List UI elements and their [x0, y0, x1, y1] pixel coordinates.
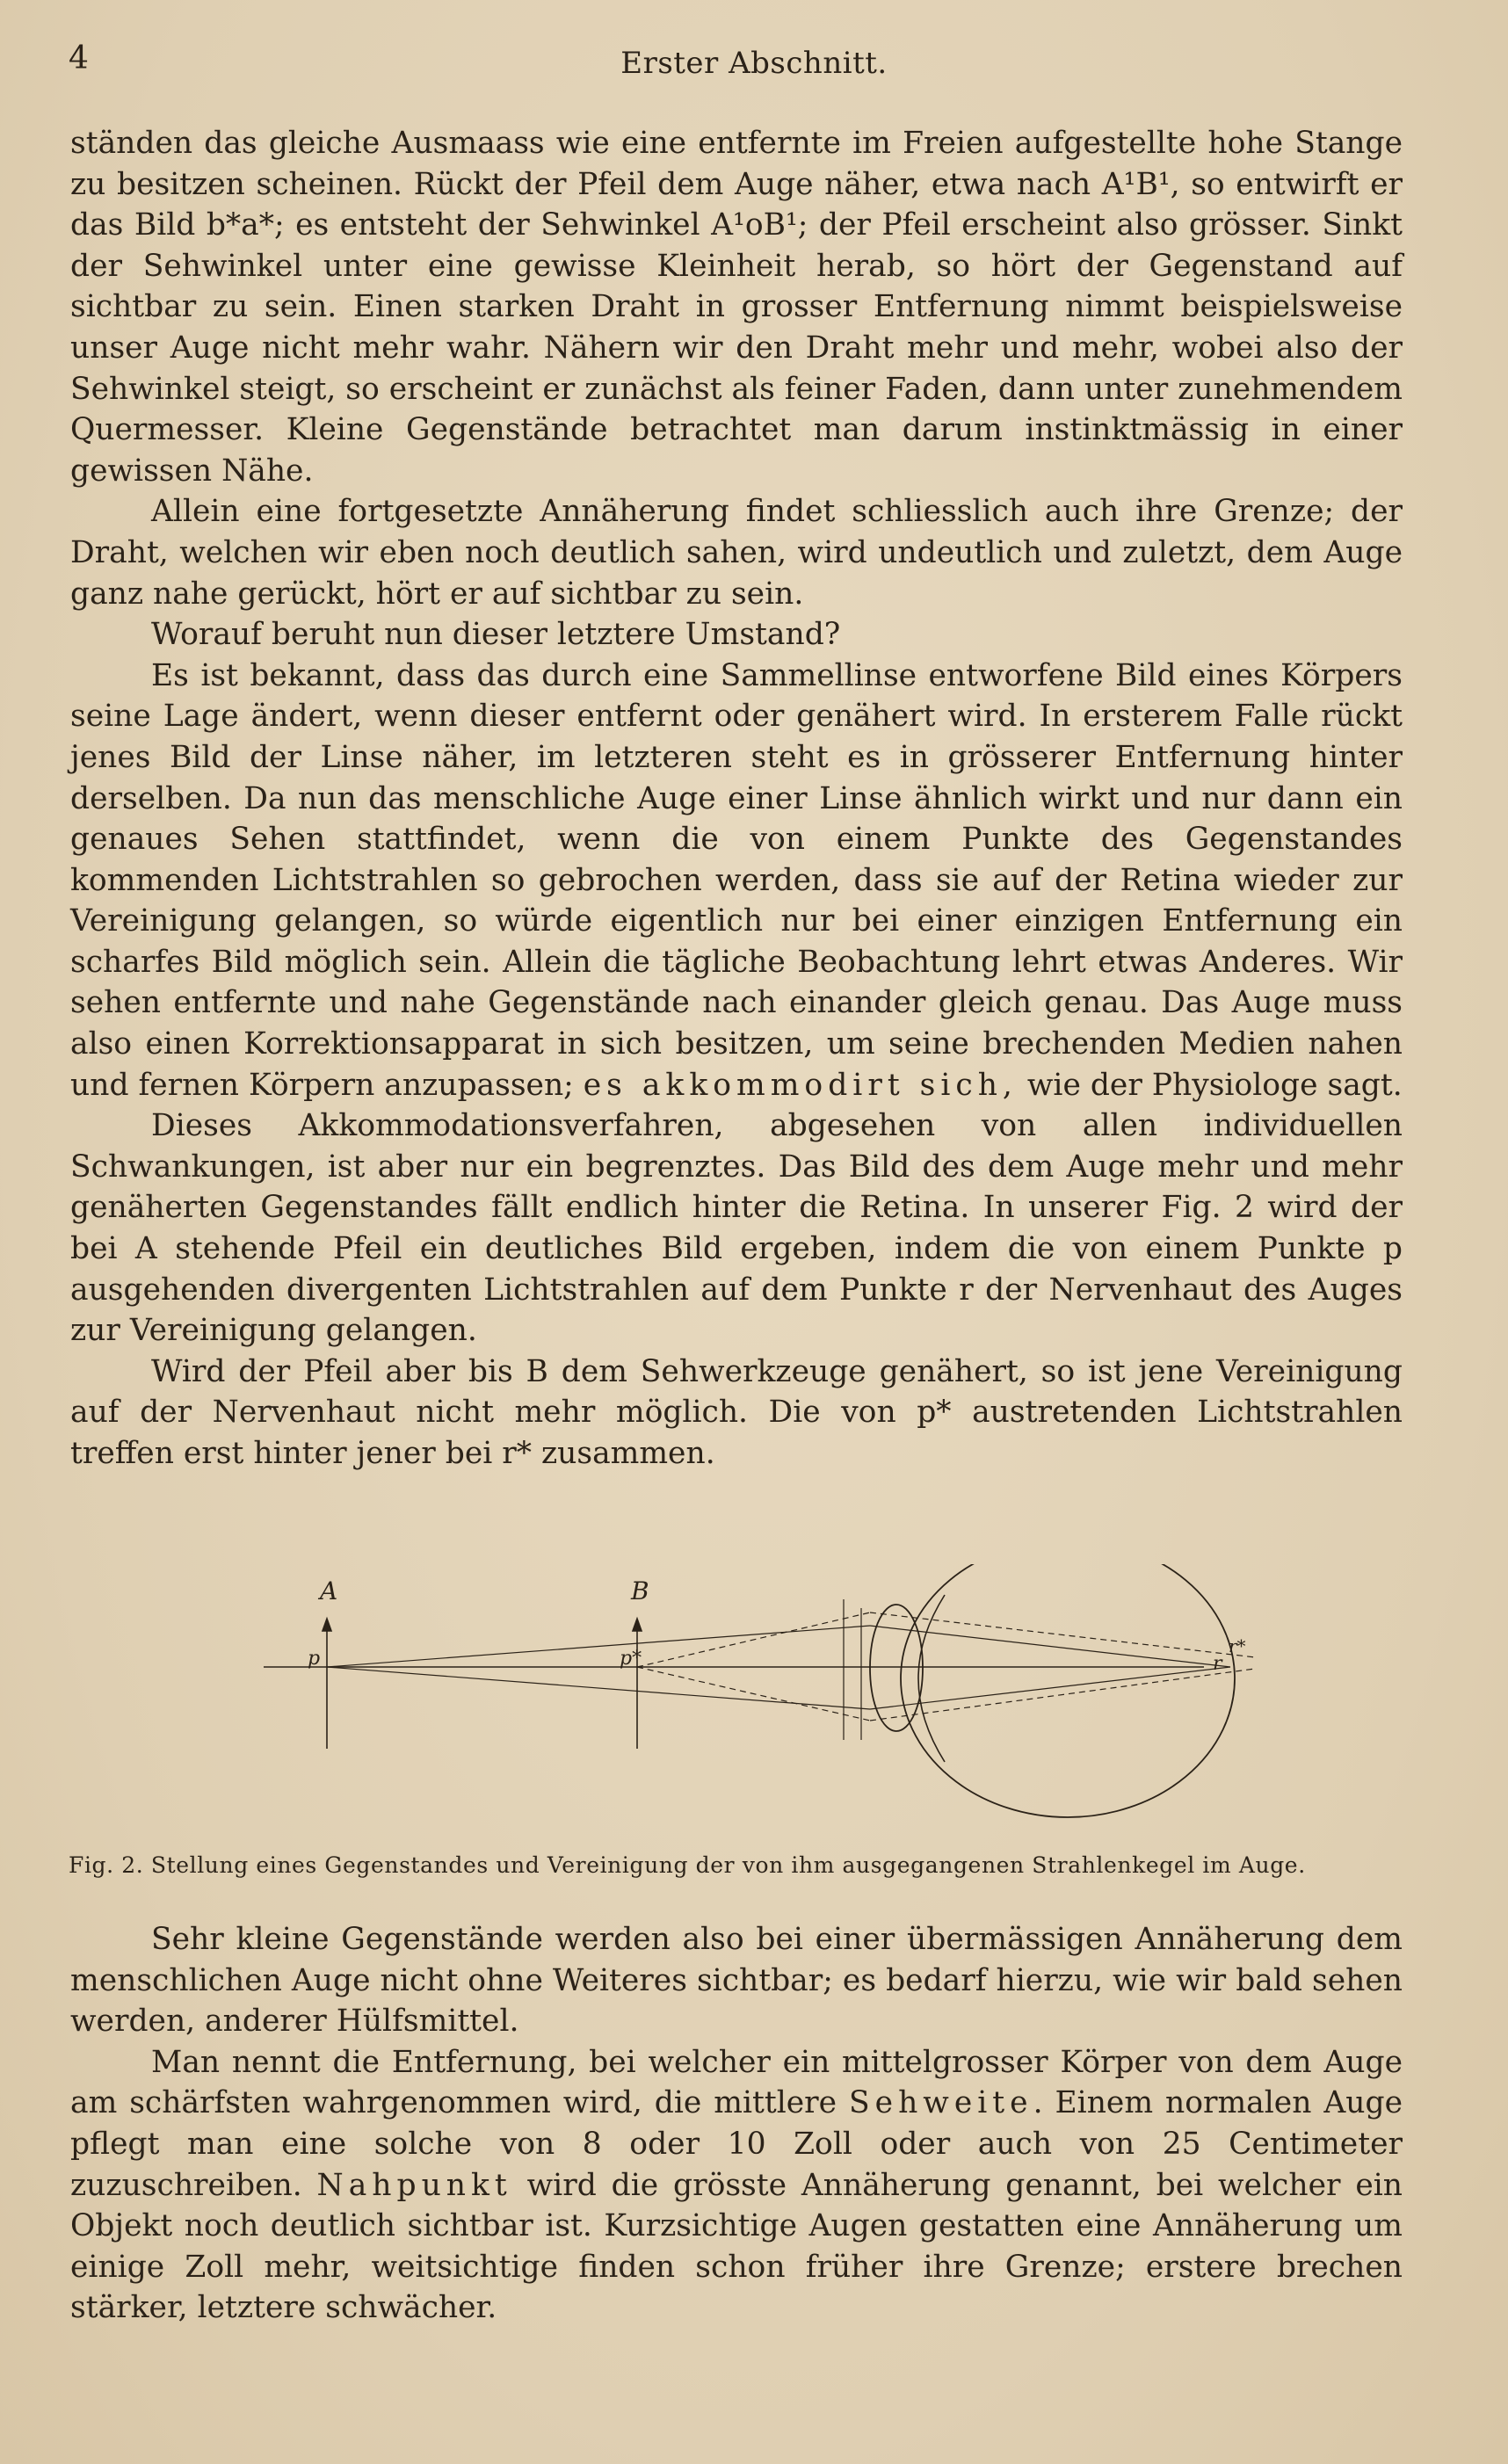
- body-text-bottom: [70, 1919, 1403, 2329]
- paragraph: [70, 2042, 1403, 2329]
- running-header: Erster Abschnitt.: [620, 46, 888, 81]
- paragraph-text: wird die grösste Annäherung genannt, bei welcher ein Objekt noch deutlich sichtbar ist. Kurzsichtige Augen gestatten eine Annäherung um einige Zoll mehr, weitsichtige finden schon früher ihre Grenze; erstere brechen stärker, letztere schwächer.: [70, 2167, 1403, 2326]
- label-p: p: [308, 1648, 321, 1670]
- page-number: 4: [69, 40, 89, 76]
- paragraph-text: Es ist bekannt, dass das durch eine Sammellinse entworfene Bild eines Körpers seine Lage ändert, wenn dieser entfernt oder genähert wird. In ersterem Falle rückt jenes Bild der Linse näher, im letzteren steht es in grösserer Entfernung hinter derselben. Da nun das menschliche Auge einer Linse ähnlich wirkt und nur dann ein genaues Sehen stattfindet, wenn die von einem Punkte des Gegenstandes kommenden Lichtstrahlen so gebrochen werden, dass sie auf der Retina wieder zur Vereinigung gelangen, so würde eigentlich nur bei einer einzigen Entfernung ein scharfes Bild möglich sein. Allein die tägliche Beobachtung lehrt etwas Anderes. Wir sehen entfernte und nahe Gegenstände nach einander gleich genau. Das Auge muss also einen Korrektionsapparat in sich besitzen, um seine brechenden Medien nahen und fernen Körpern anzupassen;: [70, 657, 1403, 1103]
- label-rstar: r*: [1229, 1635, 1246, 1656]
- eyeball-outline: [901, 1564, 1235, 1817]
- ray-to-rstar: [870, 1612, 1257, 1663]
- paragraph-text: . Einem normalen Auge pflegt man eine solche von 8 oder 10 Zoll oder auch von 25 Centimeter zuzuschreiben.: [70, 2085, 1403, 2203]
- label-r: r: [1213, 1653, 1222, 1675]
- paragraph-text: wie der Physiologe sagt.: [1026, 1067, 1403, 1103]
- paragraph-text: Man nennt die Entfernung, bei welcher ein mittelgrosser Körper von dem Auge am schärfsten wahrgenommen wird, die mittlere: [70, 2044, 1403, 2121]
- paragraph: Worauf beruht nun dieser letztere Umstand?: [151, 617, 841, 653]
- paragraph: Allein eine fortgesetzte Annäherung findet schliesslich auch ihre Grenze; der Draht, welchen wir eben noch deutlich sahen, wird undeutlich und zuletzt, dem Auge ganz nahe gerückt, hört er auf sichtbar zu sein.: [70, 494, 1403, 612]
- emphasized-term: Sehweite: [849, 2085, 1033, 2121]
- ray-from-pstar: [637, 1612, 870, 1667]
- arrow-b-head: [633, 1619, 642, 1631]
- emphasized-term: es akkommodirt sich,: [583, 1067, 1018, 1103]
- arrow-a-head: [323, 1619, 331, 1631]
- paragraph: ständen das gleiche Ausmaass wie eine entfernte im Freien aufgestellte hohe Stange zu besitzen scheinen. Rückt der Pfeil dem Auge näher, etwa nach A¹B¹, so entwirft er das Bild b*a*; es entsteht der Sehwinkel A¹oB¹; der Pfeil erscheint also grösser. Sinkt der Sehwinkel unter eine gewisse Kleinheit herab, so hört der Gegenstand auf sichtbar zu sein. Einen starken Draht in grosser Entfernung nimmt beispielsweise unser Auge nicht mehr wahr. Nähern wir den Draht mehr und mehr, wobei also der Sehwinkel steigt, so erscheint er zunächst als feiner Faden, dann unter zunehmendem Quermesser. Kleine Gegenstände betrachtet man darum instinktmässig in einer gewissen Nähe.: [70, 126, 1403, 489]
- paragraph: Wird der Pfeil aber bis B dem Sehwerkzeuge genähert, so ist jene Vereinigung auf der Nervenhaut nicht mehr möglich. Die von p* austretenden Lichtstrahlen treffen erst hinter jener bei r* zusammen.: [70, 1353, 1403, 1471]
- label-b: B: [631, 1576, 649, 1605]
- paragraph: Dieses Akkommodationsverfahren, abgesehen von allen individuellen Schwankungen, ist aber nur ein begrenztes. Das Bild des dem Auge mehr und mehr genäherten Gegenstandes fällt endlich hinter die Retina. In unserer Fig. 2 wird der bei A stehende Pfeil ein deutliches Bild ergeben, indem die von einem Punkte p ausgehenden divergenten Lichtstrahlen auf dem Punkte r der Nervenhaut des Auges zur Vereinigung gelangen.: [70, 1108, 1403, 1349]
- ray-from-p: [327, 1667, 870, 1709]
- ray-from-p: [327, 1626, 870, 1667]
- paragraph: [70, 656, 1403, 1106]
- eye-lens: [870, 1605, 923, 1731]
- paragraph: Sehr kleine Gegenstände werden also bei einer übermässigen Annäherung dem menschlichen Auge nicht ohne Weiteres sichtbar; es bedarf hierzu, wie wir bald sehen werden, anderer Hülfsmittel.: [70, 1922, 1403, 2040]
- figure-caption: Fig. 2. Stellung eines Gegenstandes und Vereinigung der von ihm ausgegangenen Strahlenkegel im Auge.: [69, 1852, 1306, 1878]
- ray-to-r: [870, 1667, 1230, 1709]
- emphasized-term: Nahpunkt: [316, 2167, 512, 2203]
- label-pstar: p*: [620, 1648, 642, 1670]
- label-a: A: [320, 1576, 338, 1605]
- figure-eye-diagram: [246, 1564, 1257, 1845]
- body-text-top: [70, 123, 1403, 1475]
- ray-to-r: [870, 1626, 1230, 1667]
- ray-to-rstar: [870, 1663, 1257, 1721]
